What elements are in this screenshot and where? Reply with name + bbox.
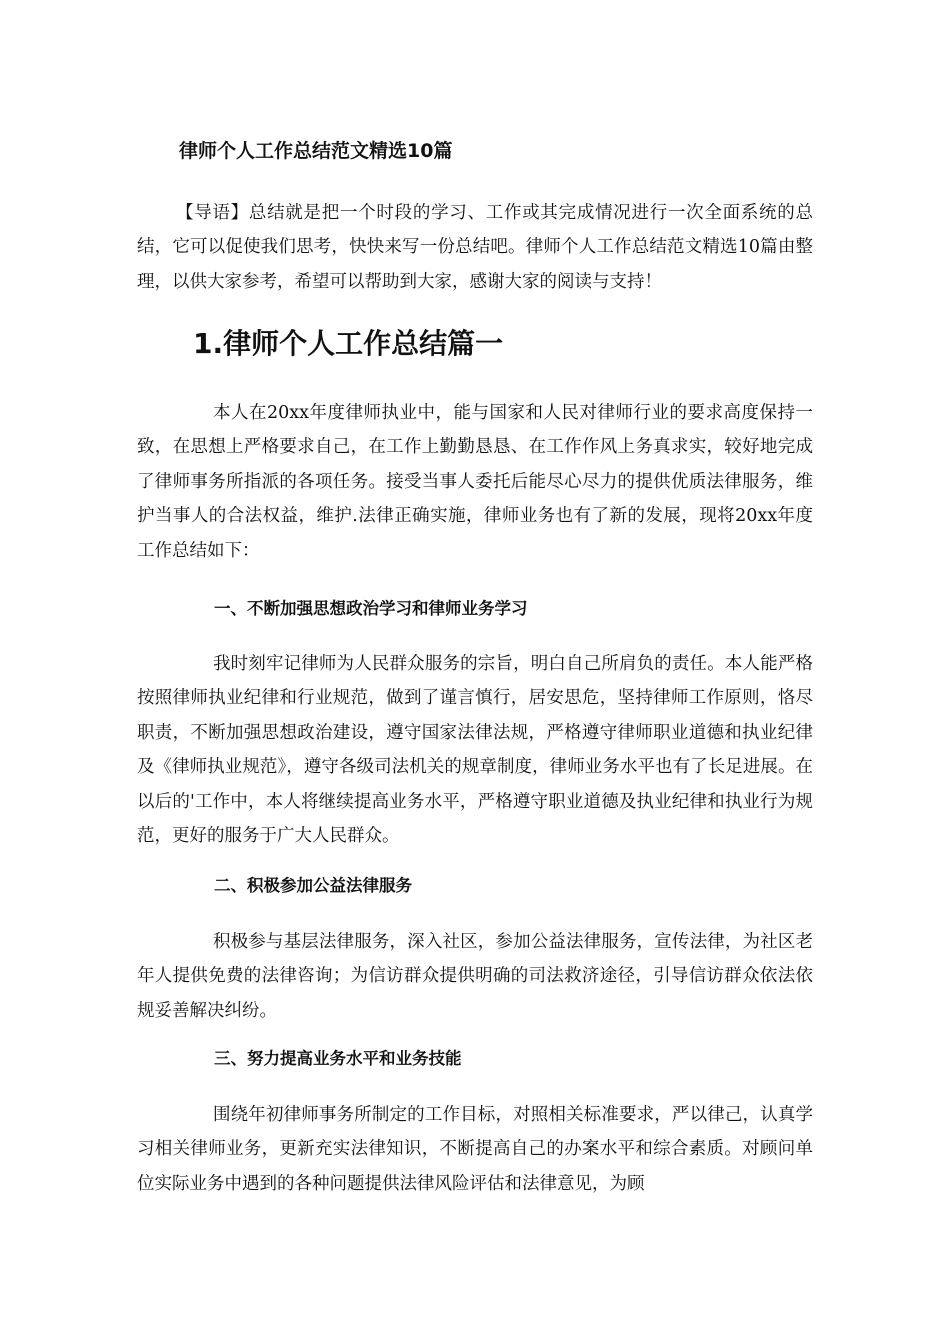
section-heading: 1.律师个人工作总结篇一 bbox=[193, 327, 504, 360]
body-paragraph-3: 积极参与基层法律服务，深入社区，参加公益法律服务，宣传法律，为社区老年人提供免费的法律咨询；为信访群众提供明确的司法救济途径，引导信访群众依法依规妥善解决纠纷。 bbox=[137, 932, 813, 1021]
body-paragraph-2: 我时刻牢记律师为人民群众服务的宗旨，明白自己所肩负的责任。本人能严格按照律师执业纪律和行业规范，做到了谨言慎行，居安思危，坚持律师工作原则，恪尽职责，不断加强思想政治建设，遵守国家法律法规，严格遵守律师职业道德和执业纪律及《律师执业规范》，遵守各级司法机关的规章制度，律师业务水平也有了长足进展。在以后的'工作中，本人将继续提高业务水平，严格遵守职业道德及执业纪律和执业行为规范，更好的服务于广大人民群众。 bbox=[137, 654, 813, 847]
subheading-1: 一、不断加强思想政治学习和律师业务学习 bbox=[214, 599, 528, 618]
subheading-3: 三、努力提高业务水平和业务技能 bbox=[214, 1049, 462, 1068]
document-title: 律师个人工作总结范文精选10篇 bbox=[179, 140, 453, 162]
subheading-2: 二、积极参加公益法律服务 bbox=[214, 876, 412, 895]
body-paragraph-4: 围绕年初律师事务所制定的工作目标，对照相关标准要求，严以律己，认真学习相关律师业务，更新充实法律知识，不断提高自己的办案水平和综合素质。对顾问单位实际业务中遇到的各种问题提供法律风险评估和法律意见，为顾 bbox=[137, 1105, 813, 1194]
intro-paragraph: 【导语】总结就是把一个时段的学习、工作或其完成情况进行一次全面系统的总结，它可以促使我们思考，快快来写一份总结吧。律师个人工作总结范文精选10篇由整理，以供大家参考，希望可以帮助到大家，感谢大家的阅读与支持！ bbox=[137, 203, 813, 292]
body-paragraph-1: 本人在20xx年度律师执业中，能与国家和人民对律师行业的要求高度保持一致，在思想上严格要求自己，在工作上勤勤恳恳、在工作作风上务真求实，较好地完成了律师事务所指派的各项任务。接受当事人委托后能尽心尽力的提供优质法律服务，维护当事人的合法权益，维护.法律正确实施，律师业务也有了新的发展，现将20xx年度工作总结如下： bbox=[137, 403, 813, 561]
